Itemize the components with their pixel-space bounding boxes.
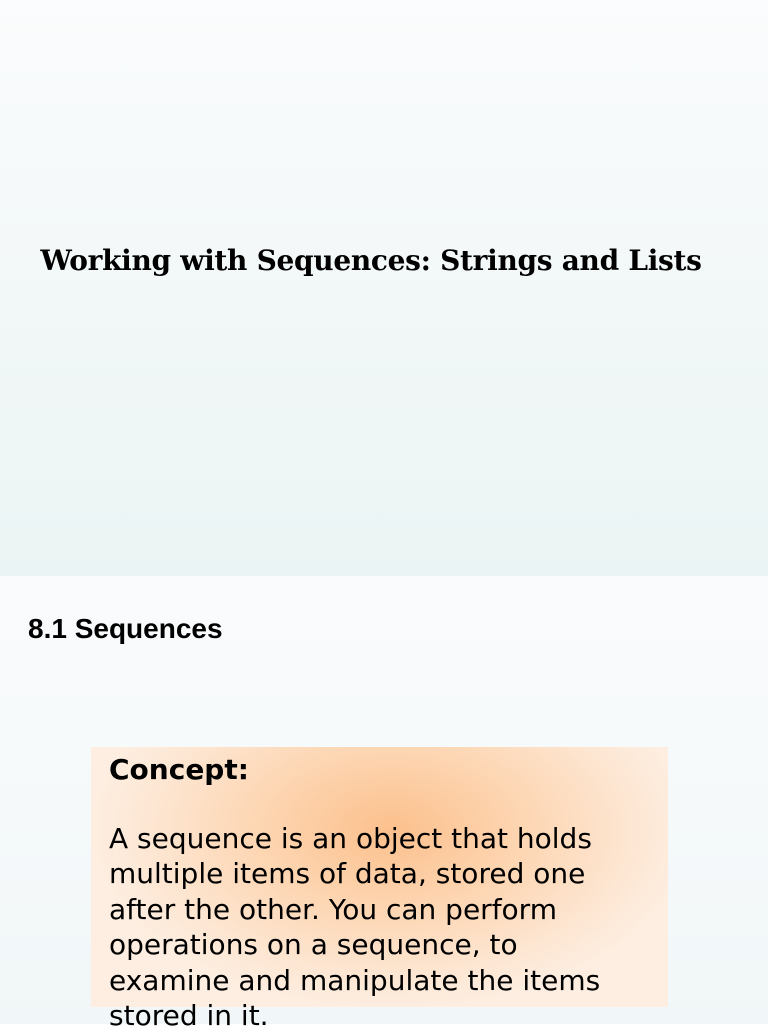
concept-spacer [109,788,669,821]
content-slide [0,576,768,1032]
concept-body: A sequence is an object that holds multiple items of data, stored one after the other. You can perform operations on a sequence, to examine and manipulate the items stored in it. [109,821,601,1032]
section-heading: 8.1 Sequences [28,613,223,644]
concept-label: Concept: [109,753,249,786]
slide-title: Working with Sequences: Strings and Lists [40,244,702,277]
concept-text [109,752,669,1034]
